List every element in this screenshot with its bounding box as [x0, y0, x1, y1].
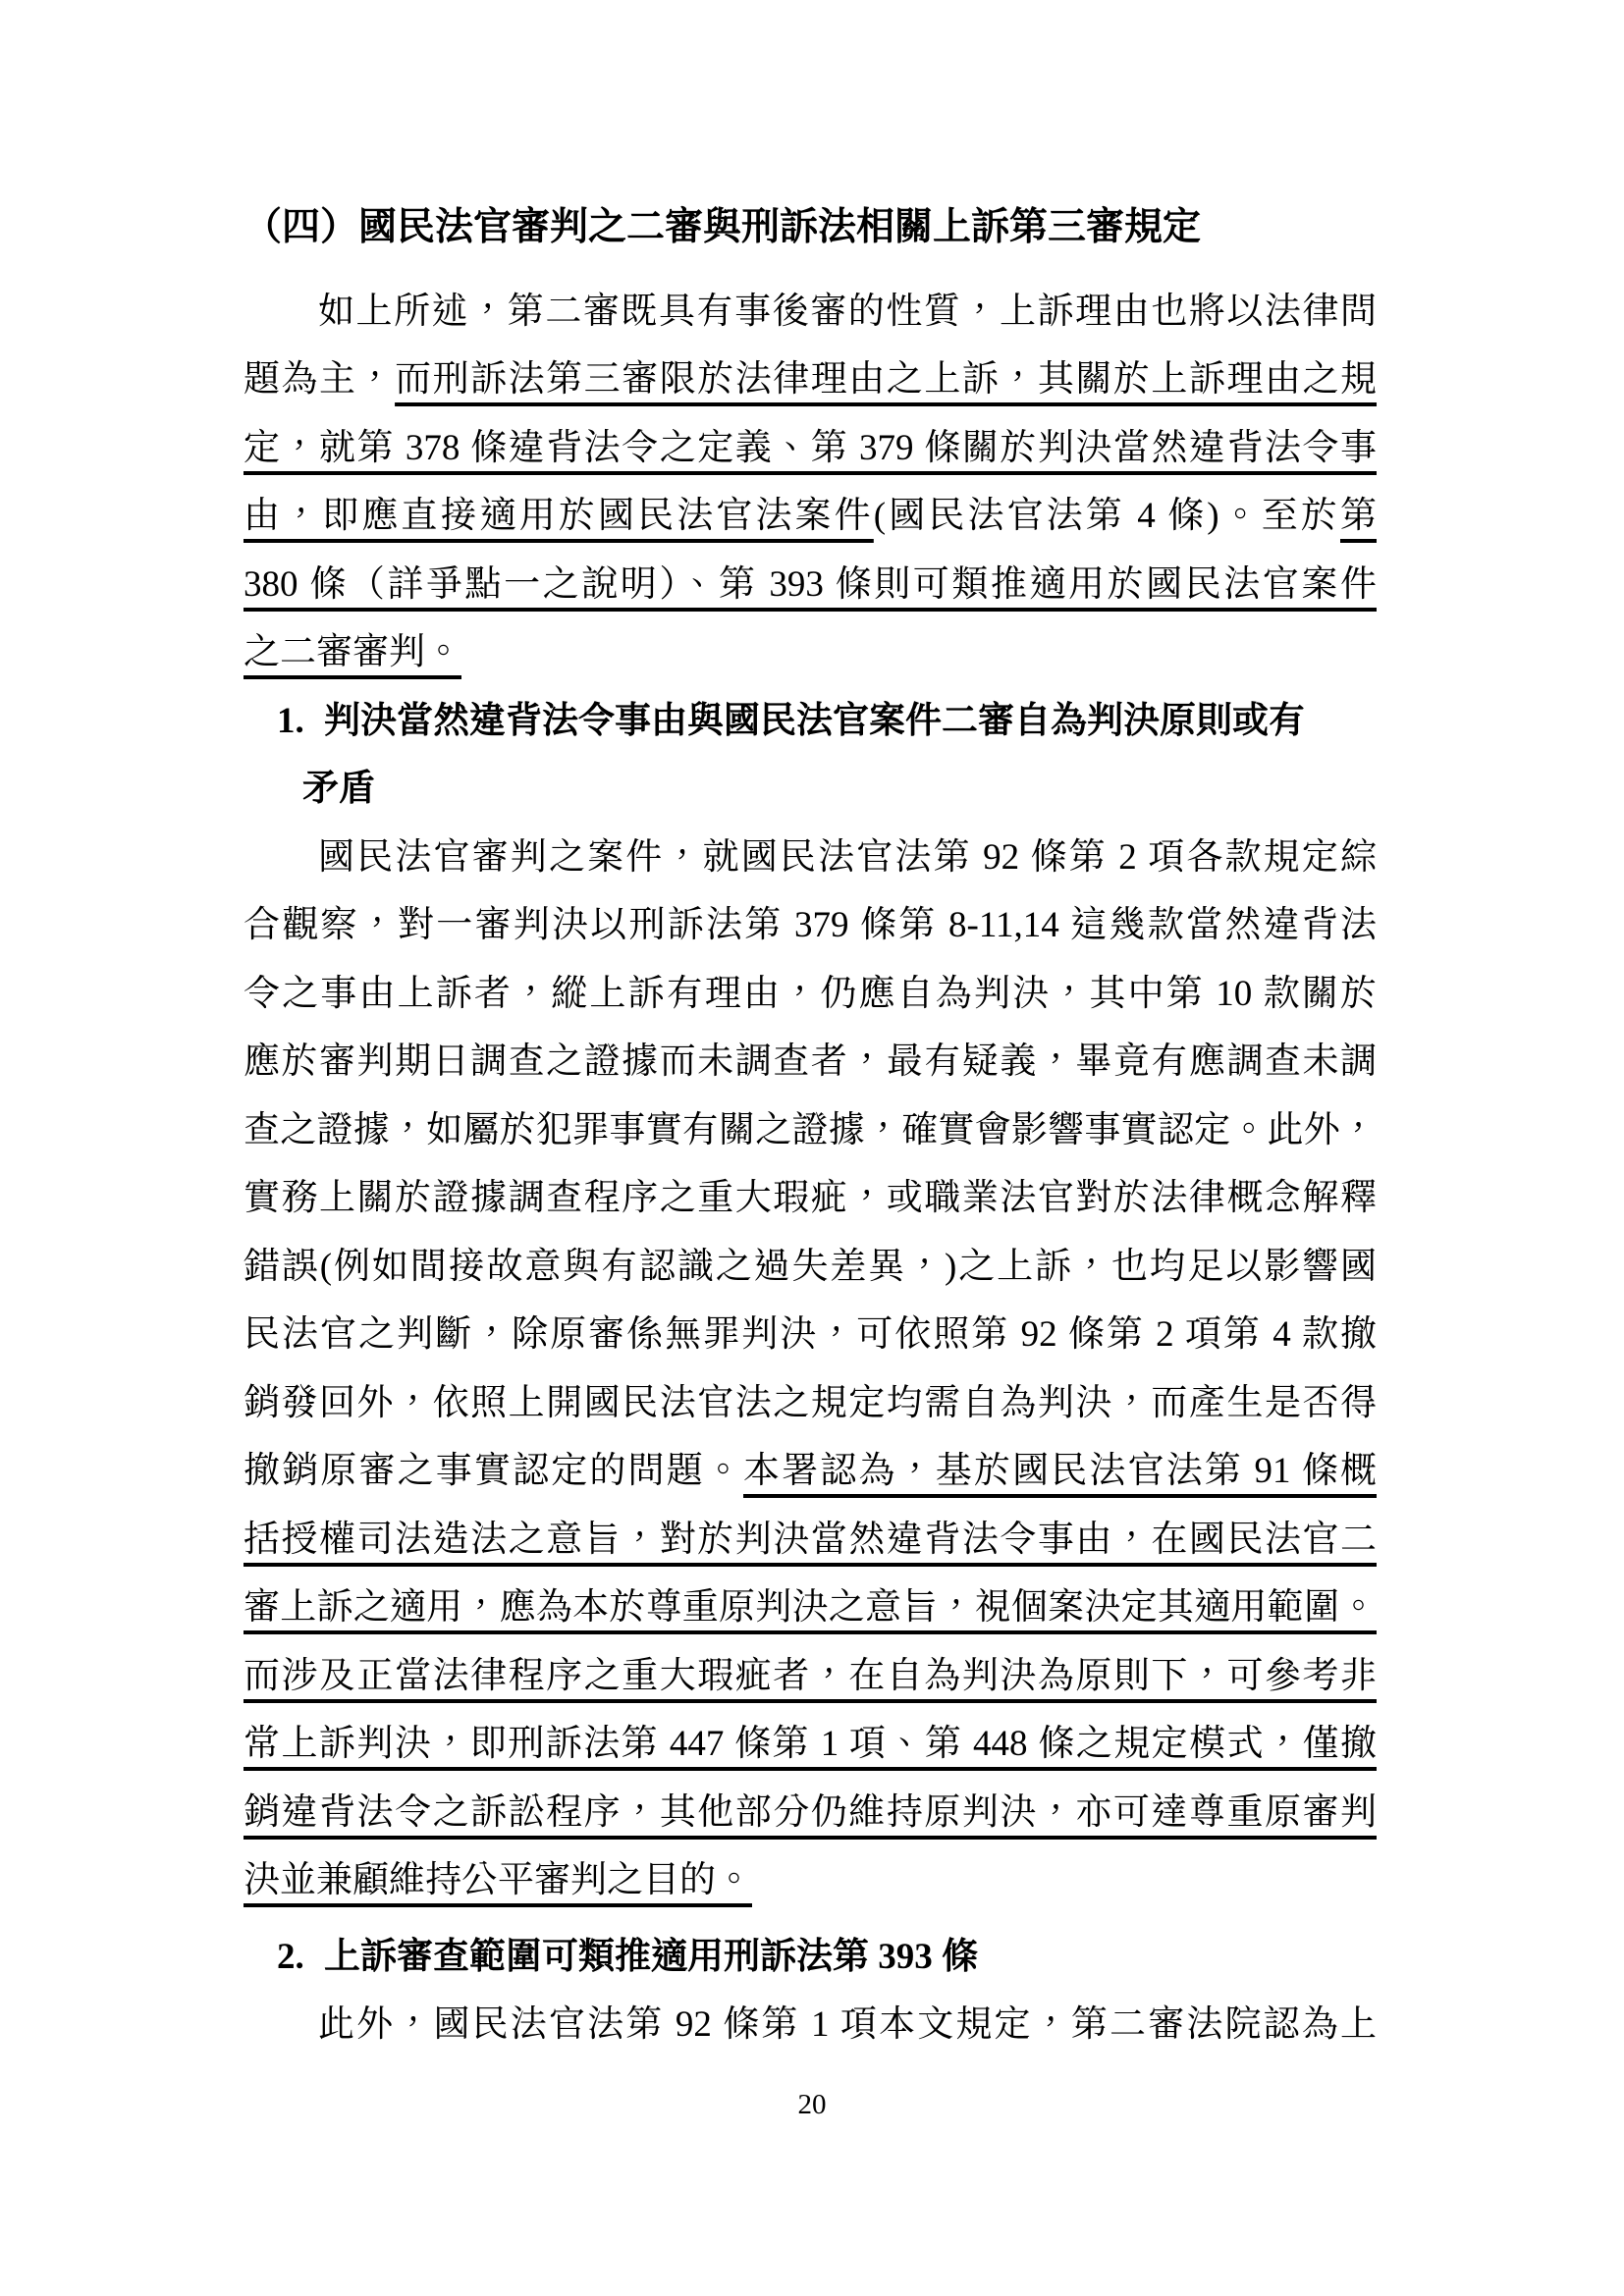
- text-line: [244, 346, 1377, 414]
- text-segment: 題為主，: [244, 359, 396, 400]
- text-line: [244, 1164, 1377, 1233]
- list-number-1: 1.: [277, 700, 304, 741]
- text-line: [244, 1506, 1377, 1575]
- text-line: [244, 1369, 1377, 1438]
- heading-1-text-continued: 矛盾: [302, 769, 375, 809]
- page-number: 20: [797, 2089, 827, 2120]
- underlined-text-segment: 本署認為，基於國民法官法第 91 條概: [743, 1451, 1378, 1491]
- heading-1-text: 判決當然違背法令事由與國民法官案件二審自為判決原則或有: [324, 700, 1305, 741]
- underlined-text-segment: 而刑訴法第三審限於法律理由之上訴，其關於上訴理由之規: [395, 359, 1378, 400]
- text-line: [244, 551, 1377, 619]
- text-line: [244, 1028, 1377, 1096]
- underlined-text-segment: 而涉及正當法律程序之重大瑕疵者，在自為判決為原則下，可參考非: [244, 1655, 1377, 1696]
- text-segment: 撤銷原審之事實認定的問題。: [244, 1451, 744, 1491]
- text-line: [244, 1096, 1377, 1165]
- text-line: [244, 1574, 1377, 1642]
- underlined-text-segment: 定，就第 378 條違背法令之定義、第 379 條關於判決當然違背法令事: [244, 427, 1377, 468]
- underlined-text-segment: 380 條（詳爭點一之說明）、第 393 條則可類推適用於國民法官案件: [244, 563, 1377, 605]
- underlined-text-segment: 之二審審判。: [244, 632, 461, 672]
- text-line: [244, 960, 1377, 1029]
- text-segment: 此外，國民法官法第 92 條第 1 項本文規定，第二審法院認為上: [318, 2004, 1377, 2045]
- paragraph-intro: [244, 278, 1377, 687]
- text-segment: 令之事由上訴者，縱上訴有理由，仍應自為判決，其中第 10 款關於: [244, 973, 1377, 1014]
- text-segment: 銷發回外，依照上開國民法官法之規定均需自為判決，而產生是否得: [244, 1382, 1377, 1423]
- text-line: [244, 1710, 1377, 1779]
- text-line: [244, 1233, 1377, 1302]
- text-line: [244, 414, 1377, 483]
- section-heading: （四）國民法官審判之二審與刑訴法相關上訴第三審規定: [244, 206, 1202, 248]
- text-line: [244, 1437, 1377, 1506]
- text-segment: 民法官之判斷，除原審係無罪判決，可依照第 92 條第 2 項第 4 款撤: [244, 1314, 1377, 1355]
- heading-line-1: [244, 687, 1377, 756]
- heading-line-2: [244, 1923, 1377, 1992]
- numbered-heading-2: [244, 1923, 1377, 1992]
- underlined-text-segment: 第: [1340, 496, 1377, 536]
- text-line: [244, 618, 1377, 687]
- text-segment: (國民法官法第 4 條)。至於: [873, 496, 1340, 536]
- text-line: [244, 1991, 1377, 2059]
- text-segment: 錯誤(例如間接故意與有認識之過失差異，)之上訴，也均足以影響國: [244, 1246, 1377, 1287]
- text-line: [244, 482, 1377, 551]
- text-segment: 實務上關於證據調查程序之重大瑕疵，或職業法官對於法律概念解釋: [244, 1178, 1377, 1218]
- underlined-text-segment: 決並兼顧維持公平審判之目的。: [244, 1860, 752, 1900]
- numbered-heading-1: [244, 687, 1377, 824]
- heading-2-text: 上訴審查範圍可類推適用刑訴法第 393 條: [324, 1936, 978, 1977]
- list-number-2: 2.: [277, 1936, 304, 1977]
- text-segment: 如上所述，第二審既具有事後審的性質，上訴理由也將以法律問: [318, 291, 1377, 332]
- paragraph-closing: [244, 1991, 1377, 2059]
- underlined-text-segment: 括授權司法造法之意旨，對於判決當然違背法令事由，在國民法官二: [244, 1519, 1377, 1560]
- text-line: [244, 1779, 1377, 1847]
- text-line: [244, 278, 1377, 347]
- text-segment: 應於審判期日調查之證據而未調查者，最有疑義，畢竟有應調查未調: [244, 1041, 1377, 1082]
- text-line: [244, 891, 1377, 960]
- underlined-text-segment: 常上訴判決，即刑訴法第 447 條第 1 項、第 448 條之規定模式，僅撤: [244, 1724, 1377, 1764]
- text-segment: 查之證據，如屬於犯罪事實有關之證據，確實會影響事實認定。此外，: [244, 1109, 1377, 1150]
- underlined-text-segment: 由，即應直接適用於國民法官法案件: [244, 496, 874, 536]
- text-segment: 合觀察，對一審判決以刑訴法第 379 條第 8-11,14 這幾款當然違背法: [244, 905, 1377, 945]
- text-line: [244, 1846, 1377, 1915]
- paragraph-analysis: [244, 824, 1377, 1915]
- text-line: [244, 824, 1377, 892]
- underlined-text-segment: 審上訴之適用，應為本於尊重原判決之意旨，視個案決定其適用範圍。: [244, 1587, 1377, 1628]
- text-line: [244, 1642, 1377, 1711]
- text-line: [244, 1301, 1377, 1369]
- underlined-text-segment: 銷違背法令之訴訟程序，其他部分仍維持原判決，亦可達尊重原審判: [244, 1791, 1377, 1833]
- text-segment: 國民法官審判之案件，就國民法官法第 92 條第 2 項各款規定綜: [318, 836, 1377, 878]
